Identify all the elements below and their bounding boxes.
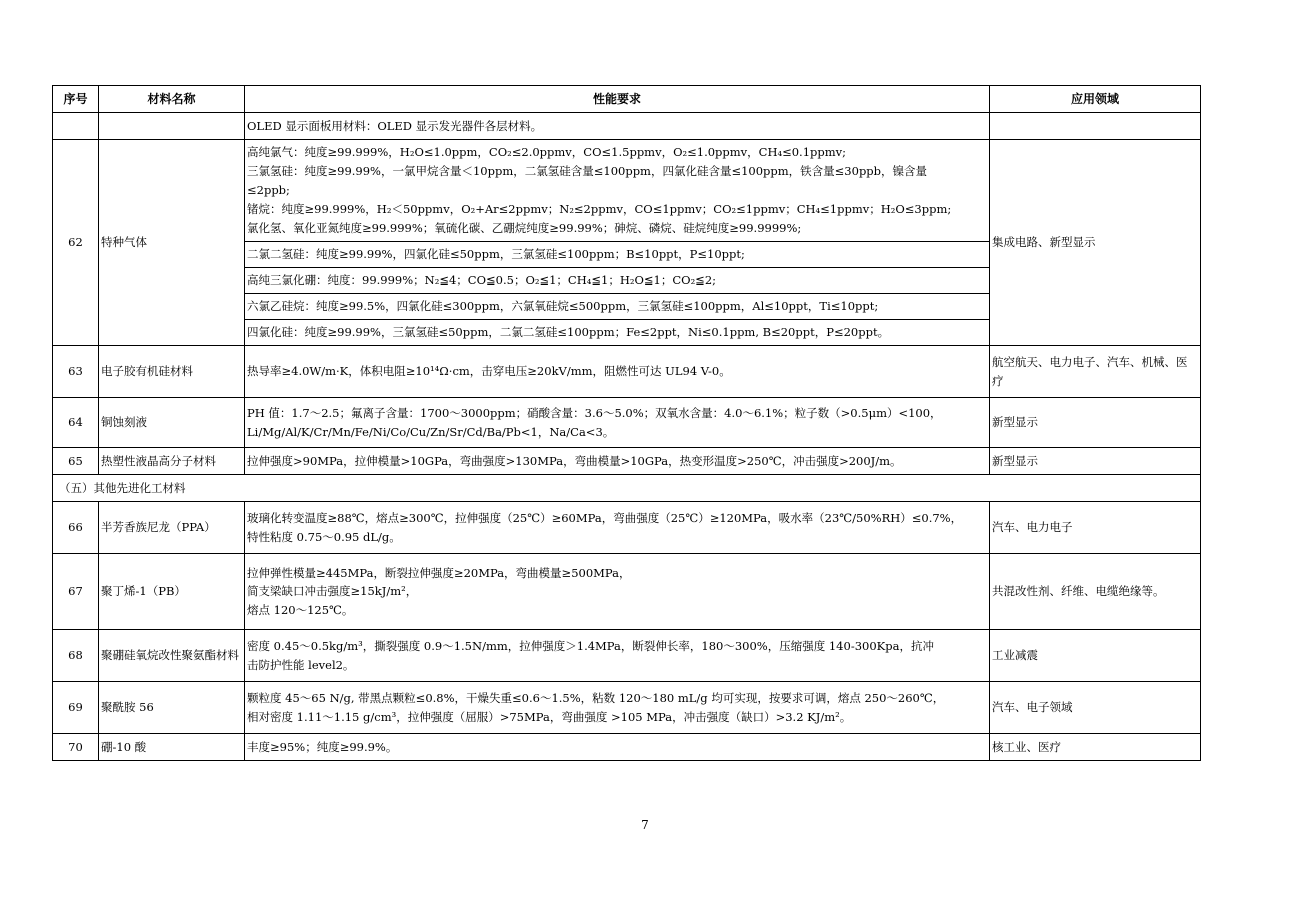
req-line: 玻璃化转变温度≥88℃，熔点≥300℃，拉伸强度（25℃）≥60MPa，弯曲强度（25℃）≥120MPa，吸水率（23℃/50%RH）≤0.7%， [247,511,963,525]
req-line: 熔点 120～125℃。 [247,602,354,617]
header-material-name: 材料名称 [99,86,245,113]
req-line: 六氯乙硅烷：纯度≥99.5%，四氯化硅≤300ppm，六氯氧硅烷≤500ppm，三氯氢硅≤100ppm，Al≤10ppt，Ti≤10ppt; [247,299,879,313]
row-requirement [245,630,990,682]
row-index: 69 [53,682,99,734]
req-line: 相对密度 1.11～1.15 g/cm³，拉伸强度（屈服）>75MPa，弯曲强度 >105 MPa，冲击强度（缺口）>3.2 KJ/m²。 [247,709,852,724]
table-row [53,346,1201,398]
req-line: 二氯二氢硅：纯度≥99.99%，四氯化硅≤50ppm，三氯氢硅≤100ppm；B≤10ppt，P≤10ppt; [247,247,745,261]
row-requirement [245,346,990,398]
req-line: PH 值：1.7～2.5；氟离子含量：1700～3000ppm；硝酸含量：3.6～5.0%；双氧水含量：4.0～6.1%；粒子数（>0.5μm）<100， [247,406,942,420]
row-name [99,113,245,140]
row-application: 汽车、电子领域 [990,682,1201,734]
row-index: 63 [53,346,99,398]
row-index: 70 [53,734,99,761]
row-requirement [245,682,990,734]
table-row [53,630,1201,682]
row-requirement [245,502,990,554]
row-application: 集成电路、新型显示 [990,140,1201,346]
materials-table [52,85,1201,761]
header-performance: 性能要求 [245,86,990,113]
row-index: 67 [53,554,99,630]
row-requirement [245,554,990,630]
table-row [53,682,1201,734]
req-line: Li/Mg/Al/K/Cr/Mn/Fe/Ni/Co/Cu/Zn/Sr/Cd/Ba/Pb<1，Na/Ca<3。 [247,424,615,439]
row-requirement [245,448,990,475]
row-index: 62 [53,140,99,346]
table-row [53,554,1201,630]
materials-table-container [52,85,1200,761]
table-header-row [53,86,1201,113]
row-requirement [245,140,990,346]
row-index [53,113,99,140]
row-name: 聚丁烯-1（PB） [99,554,245,630]
page-number: 7 [641,818,649,832]
row-name: 电子胶有机硅材料 [99,346,245,398]
row-application [990,113,1201,140]
req-line: 四氯化硅：纯度≥99.99%，三氯氢硅≤50ppm，二氯二氢硅≤100ppm；Fe≤2ppt，Ni≤0.1ppm, B≤20ppt，P≤20ppt。 [247,325,890,339]
header-index: 序号 [53,86,99,113]
req-line: 锗烷：纯度≥99.999%，H₂＜50ppmv，O₂+Ar≤2ppmv；N₂≤2ppmv，CO≤1ppmv；CO₂≤1ppmv；CH₄≤1ppmv；H₂O≤3ppm; [247,202,952,216]
req-line: OLED 显示面板用材料：OLED 显示发光器件各层材料。 [247,118,543,133]
table-row [53,734,1201,761]
row-name: 铜蚀刻液 [99,398,245,448]
row-index: 66 [53,502,99,554]
row-application: 核工业、医疗 [990,734,1201,761]
req-line: 颗粒度 45～65 N/g, 带黑点颗粒≤0.8%，干燥失重≤0.6～1.5%，粘数 120～180 mL/g 均可实现，按要求可调，熔点 250～260℃， [247,691,945,705]
req-line: 密度 0.45～0.5kg/m³，撕裂强度 0.9～1.5N/mm，拉伸强度＞1.4MPa，断裂伸长率，180～300%，压缩强度 140-300Kpa，抗冲 [247,639,934,653]
table-row [53,398,1201,448]
req-line: 氯化氢、氧化亚氮纯度≥99.999%；氧硫化碳、乙硼烷纯度≥99.99%；砷烷、磷烷、硅烷纯度≥99.9999%; [247,221,802,235]
row-index: 68 [53,630,99,682]
req-block [245,293,989,319]
row-requirement [245,734,990,761]
req-block [245,319,989,345]
row-application: 汽车、电力电子 [990,502,1201,554]
row-name: 半芳香族尼龙（PPA） [99,502,245,554]
req-line: 高纯三氯化硼：纯度：99.999%；N₂≦4；CO≦0.5；O₂≦1；CH₄≦1；H₂O≦1；CO₂≦2; [247,273,717,287]
section-title: （五）其他先进化工材料 [53,475,1201,502]
row-requirement [245,398,990,448]
header-application: 应用领域 [990,86,1201,113]
row-index: 65 [53,448,99,475]
row-name: 聚酰胺 56 [99,682,245,734]
row-application: 共混改性剂、纤维、电缆绝缘等。 [990,554,1201,630]
req-line: 击防护性能 level2。 [247,657,355,672]
req-block [245,267,989,293]
row-application: 新型显示 [990,398,1201,448]
row-application: 新型显示 [990,448,1201,475]
req-line: 简支梁缺口冲击强度≥15kJ/m²， [247,584,418,599]
row-application: 工业减震 [990,630,1201,682]
row-requirement [245,113,990,140]
row-name: 聚硼硅氧烷改性聚氨酯材料 [99,630,245,682]
req-line: 拉伸强度>90MPa，拉伸模量>10GPa，弯曲强度>130MPa，弯曲模量>10GPa，热变形温度>250℃，冲击强度>200J/m。 [247,453,902,468]
req-line: 特性粘度 0.75～0.95 dL/g。 [247,529,401,544]
section-row [53,475,1201,502]
req-line: 热导率≥4.0W/m·K，体积电阻≥10¹⁴Ω·cm，击穿电压≥20kV/mm，阻燃性可达 UL94 V-0。 [247,364,731,379]
req-line: ≤2ppb; [247,183,290,197]
req-line: 三氯氢硅：纯度≥99.99%，一氯甲烷含量＜10ppm，二氯氢硅含量≤100ppm，四氯化硅含量≤100ppm，铁含量≤30ppb，镍含量 [247,164,928,178]
row-name: 热塑性液晶高分子材料 [99,448,245,475]
req-block [245,241,989,267]
row-name: 特种气体 [99,140,245,346]
table-row [53,502,1201,554]
row-index: 64 [53,398,99,448]
table-row [53,448,1201,475]
row-name: 硼-10 酸 [99,734,245,761]
table-row [53,140,1201,346]
req-block [245,140,989,241]
table-row [53,113,1201,140]
row-application: 航空航天、电力电子、汽车、机械、医疗 [990,346,1201,398]
req-line: 拉伸弹性模量≥445MPa，断裂拉伸强度≥20MPa，弯曲模量≥500MPa， [247,565,631,580]
req-line: 高纯氯气：纯度≥99.999%，H₂O≤1.0ppm，CO₂≤2.0ppmv，CO≤1.5ppmv，O₂≤1.0ppmv，CH₄≤0.1ppmv; [247,145,847,159]
req-line: 丰度≥95%；纯度≥99.9%。 [247,739,398,754]
